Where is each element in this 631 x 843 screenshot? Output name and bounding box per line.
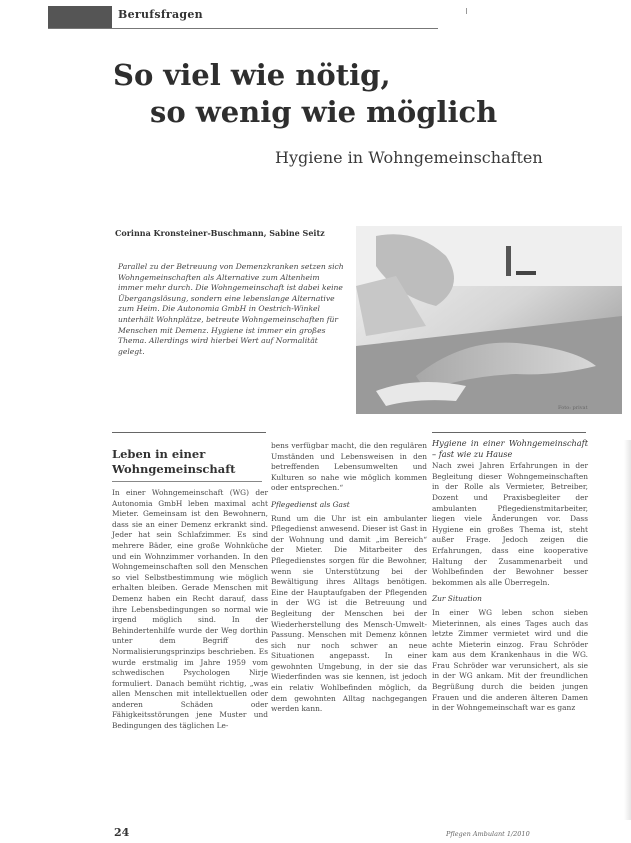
column-heading: Hygiene in einer Wohngemeinschaft – fast wie zu Hause — [432, 438, 588, 459]
subheading: Pflegedienst als Gast — [271, 499, 350, 509]
page-edge-shadow — [624, 440, 631, 820]
article-title-line-1: So viel wie nötig, — [113, 58, 391, 92]
body-paragraph: In einer WG leben schon sieben Mieterinnen, als eines Tages auch das letzte Zimmer vermietet wird und die achte Mieterin einzog. Frau Schröder kam aus dem Krankenhaus in die WG. Frau Schröder war verunsichert, als sie in der WG ankam. Mit der freundlichen Begrüßung durch die beiden jungen Frauen und die anderen älteren Damen in der Wohngemeinschaft war es ganz — [432, 607, 588, 713]
journal-footer: Pflegen Ambulant 1/2010 — [446, 830, 530, 838]
body-paragraph: Nach zwei Jahren Erfahrungen in der Begleitung dieser Wohngemeinschaften in der Rolle als Vermieter, Betreiber, Dozent und Praxisbegleiter der ambulanten Pflegedienstmitarbeiter, liegen viele Änderungen vor. Dass Hygiene ein großes Thema ist, steht außer Frage. Jedoch zeigen die Erfahrungen, dass eine kooperative Haltung der Zusammenarbeit und Wohlbefinden der Bewohner besser bekommen als alle Überregeln. — [432, 461, 588, 587]
page-number: 24 — [114, 826, 130, 839]
text-column-3 — [432, 438, 588, 714]
article-authors: Corinna Kronsteiner-Buschmann, Sabine Seitz — [115, 228, 325, 238]
body-paragraph: bens verfügbar macht, die den regulären Umständen und Lebensweisen in den betreffenden Lebensumwelten und Kulturen so nahe wie möglich kommen oder entsprechen.“ — [271, 441, 427, 493]
column-rule-left — [112, 432, 266, 433]
photo-credit: Foto: privat — [558, 405, 588, 411]
column-rule-right — [432, 432, 586, 433]
section-marker-block — [48, 6, 112, 28]
article-intro: Parallel zu der Betreuung von Demenzkranken setzen sich Wohngemeinschaften als Alternative zum Altenheim immer mehr durch. Die Wohngemeinschaft ist dabei keine Übergangslösung, sondern eine lebenslange Alternative zum Heim. Die Autonomia GmbH in Oestrich-Winkel unterhält Wohnplätze, betreute Wohngemeinschaften für Menschen mit Demenz. Hygiene ist immer ein großes Thema. Allerdings wird hierbei Wert auf Normalität gelegt. — [118, 262, 344, 356]
body-paragraph: In einer Wohngemeinschaft (WG) der Autonomia GmbH leben maximal acht Mieter. Gemeinsam ist den Bewohnern, dass sie an einer Demenz erkrankt sind. Jeder hat sein Schlafzimmer. Es sind mehrere Bäder, eine große Wohnküche und ein Wohnzimmer vorhanden. In den Wohngemeinschaften soll den Menschen so viel Selbstbestimmung wie möglich erhalten bleiben. Gerade Menschen mit Demenz haben ein Recht darauf, dass ihre Lebensbedingungen so normal wie irgend möglich sind. In der Behindertenhilfe wurde der Weg dorthin unter dem Begriff des Normalisierungsprinzips beschrieben. Es wurde erstmalig im Jahre 1959 vom schwedischen Psychologen Nirje formuliert. Danach bemüht richtig, „was allen Menschen mit intellektuellen oder anderen Schäden oder Fähigkeitsstörungen jene Muster und Bedingungen des täglichen Le- — [112, 488, 268, 731]
text-column-1 — [112, 488, 268, 732]
subheading: Zur Situation — [432, 594, 482, 604]
text-column-2 — [271, 441, 427, 715]
section-heading: Leben in einer Wohngemeinschaft — [112, 447, 236, 476]
photo-hands-cleaning — [356, 226, 622, 414]
article-subtitle: Hygiene in Wohngemeinschaften — [275, 148, 543, 167]
header-divider — [48, 28, 438, 29]
section-heading-rule — [112, 481, 262, 482]
section-label: Berufsfragen — [118, 8, 203, 21]
header-tick — [466, 8, 467, 14]
article-title-line-2: so wenig wie möglich — [150, 95, 498, 129]
body-paragraph: Rund um die Uhr ist ein ambulanter Pflegedienst anwesend. Dieser ist Gast in der Wohnung und damit „im Bereich“ der Mieter. Die Mitarbeiter des Pflegedienstes sorgen für die Bewohner, wenn sie Unterstützung bei der Bewältigung ihres Alltags benötigen. Eine der Hauptaufgaben der Pflegenden in der WG ist die Betreuung und Begleitung der Menschen bei der Wiederherstellung des Mensch-Umwelt-Passung. Menschen mit Demenz können sich nur noch schwer an neue Situationen angepasst. In einer gewohnten Umgebung, in der sie das Wiederfinden was sie kennen, ist jedoch ein relativ Wohlbefinden möglich, da dem gewohnten Alltag nachgegangen werden kann. — [271, 513, 427, 714]
article-photo — [356, 226, 622, 414]
